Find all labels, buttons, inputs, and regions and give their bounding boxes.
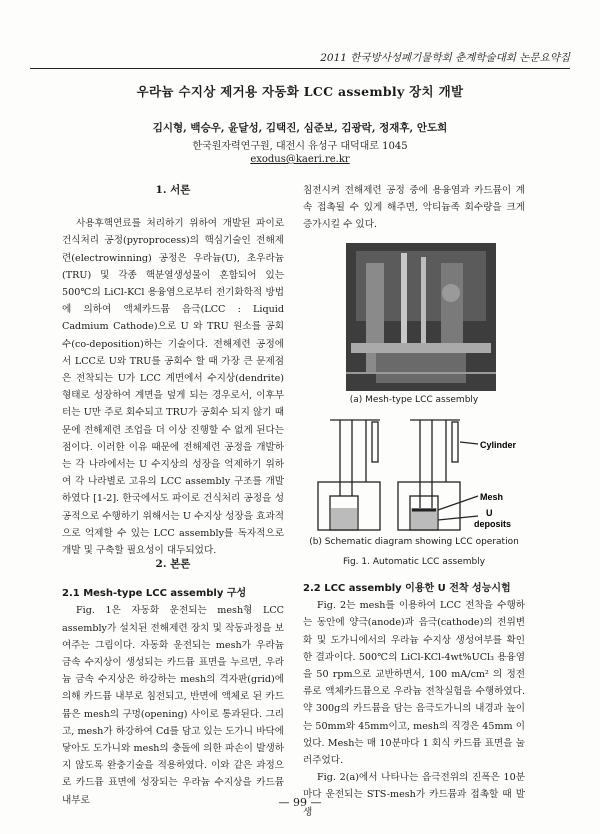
left-column-lower: [62, 556, 284, 809]
subsection-2-1-paragraph: Fig. 1은 자동화 운전되는 mesh형 LCC assembly가 설치된 전해제련 장치 및 작동과정을 보여주는 그림이다. 자동화 운전되는 mesh가 우라늄 금속 수지상이 생성되는 카드뮴 표면을 누르면, 우라늄 금속 수지상은 하강하는 mesh의 격자판(grid)에 의해 카드뮴 내부로 침전되고, 반면에 액체로 된 카드뮴은 mesh의 구멍(opening) 사이로 통과된다. 그리고, mesh가 하강하여 Cd를 담고 있는 도가니 바닥에 닿아도 도가니와 mesh의 충돌에 의한 파손이 발생하지 않도록 완충기술을 적용하였다. 이와 같은 과정으로 카드뮴 표면에 성장되는 우라늄 수지상을 카드뮴 내부로: [62, 605, 284, 806]
paper-title: 우라늄 수지상 제거용 자동화 LCC assembly 장치 개발: [136, 84, 464, 99]
journal-header: 2011 한국방사성폐기물학회 춘계학술대회 논문요약집: [320, 52, 570, 64]
figure-1-caption: Fig. 1. Automatic LCC assembly: [342, 557, 486, 567]
label-u: U: [486, 508, 493, 518]
label-deposits: deposits: [474, 519, 512, 529]
left-column: [62, 182, 284, 559]
affiliation: 한국원자력연구원, 대전시 유성구 대덕대로 1045: [192, 141, 408, 152]
subsection-2-2-paragraph-1: Fig. 2는 mesh를 이용하여 LCC 전착을 수행하는 동안에 양극(anode)과 음극(cathode)의 전위변화 및 도가니에서의 우라늄 수지상 생성여부를 확인한 결과이다. 500℃의 LiCl-KCl-4wt%UCl₃ 용융염을 50 rpm으로 교반하면서, 100 mA/cm² 의 정전류로 액체카드뮴으로 우라늄 전착실험을 수행하였다. 약 300g의 카드뮴을 담는 음극도가니의 내경과 높이는 50mm와 45mm이고, mesh의 직경은 45mm 이었다. Mesh는 매 10분마다 1 회식 카드뮴 표면을 눌러주었다.: [303, 600, 525, 767]
subsection-2-2-heading: 2.2 LCC assembly 이용한 U 전착 성능시험: [303, 583, 511, 594]
main-heading: 2. 본론: [155, 558, 191, 570]
right-column-lower: [303, 580, 525, 821]
subsection-2-1-heading: 2.1 Mesh-type LCC assembly 구성: [62, 588, 247, 600]
figure-caption-b: (b) Schematic diagram showing LCC operation: [309, 537, 519, 547]
right-column-top: [303, 182, 525, 234]
header-rule: [30, 68, 570, 69]
page-number: — 99 —: [278, 796, 322, 809]
intro-heading: 1. 서론: [155, 184, 191, 196]
figure-caption-a: (a) Mesh-type LCC assembly: [349, 395, 479, 405]
label-cylinder: Cylinder: [480, 440, 517, 450]
lcc-apparatus-photo: [346, 243, 496, 391]
subsection-2-2-paragraph-2: Fig. 2(a)에서 나타나는 음극전위의 진폭은 10분마다 운전되는 STS-mesh가 카드뮴과 접촉할 때 발생: [303, 772, 525, 818]
label-mesh: Mesh: [480, 492, 504, 502]
email-link[interactable]: exodus@kaeri.re.kr: [250, 154, 350, 165]
right-top-paragraph: 침전시켜 전해제련 공정 중에 용융염과 카드뮴이 계속 접촉될 수 있게 해주면, 악티늄족 회수량을 크게 증가시킬 수 있다.: [303, 185, 525, 231]
authors: 김시형, 백승우, 윤달성, 김택진, 심준보, 김광락, 정재후, 안도희: [152, 122, 448, 134]
lcc-schematic-diagram: [310, 410, 517, 535]
intro-paragraph: 사용후핵연료를 처리하기 위하여 개발된 파이로 건식처리 공정(pyroprocess)의 핵심기술인 전해제련(electrowinning) 공정은 우라늄(U), 초우라늄(TRU) 및 각종 핵분열생성물이 혼합되어 있는 500℃의 LiCl-KCl 용융염으로부터 전기화학적 방법에 의하여 액체카드뮴 음극(LCC : Liquid Cadmium Cathode)으로 U 와 TRU 원소를 공회수(co-deposition)하는 기술이다. 전해제련 공정에서 LCC로 U와 TRU를 공회수 할 때 가장 큰 문제점은 전착되는 U가 LCC 계면에서 수지상(dendrite) 형태로 성장하여 계면을 덮게 되는 경우로서, 이후부터는 U만 주로 회수되고 TRU가 공회수 되지 않기 때문에 전해제련 조업을 더 이상 진행할 수 없게 된다는 점이다. 이러한 이유 때문에 전해제련 공정을 개발하는 각 나라에서는 U 수지상의 성장을 억제하기 위하여 각 나라별로 고유의 LCC assembly 구조를 개발하였다 [1-2]. 한국에서도 파이로 건식처리 공정을 성공적으로 수행하기 위해서는 U 수지상 성장을 효과적으로 억제할 수 있는 LCC assembly를 독자적으로 개발 및 구축할 필요성이 대두되었다.: [62, 218, 284, 557]
